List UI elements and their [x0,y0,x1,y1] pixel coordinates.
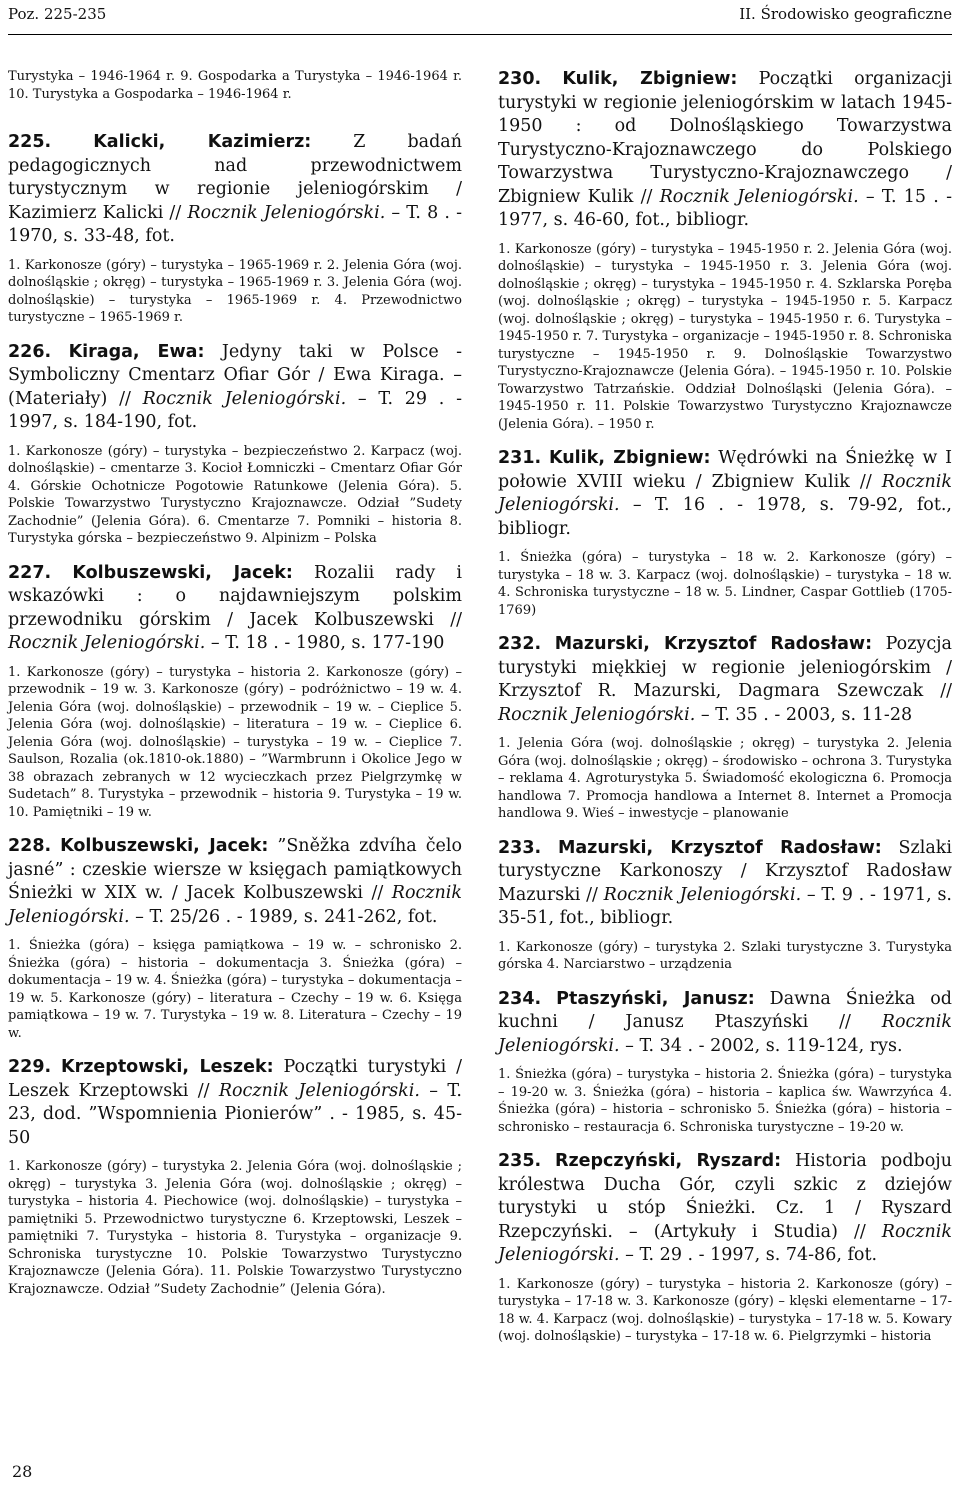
entry-number: 226. [8,341,52,362]
bibliography-entry [498,988,952,1137]
entry-author: Rzepczyński, Ryszard: [555,1151,782,1171]
entry-citation [498,988,952,1059]
entry-number: 229. [8,1057,52,1077]
entry-title: Pozycja turystyki miękkiej w regionie jeleniogórskim / Krzysztof R. Mazurski, Dagmara Szewczak // [498,634,952,701]
entry-citation [8,1056,462,1150]
entry-subject-tags: 1. Śnieżka (góra) – turystyka – historia 2. Śnieżka (góra) – turystyka – 19-20 w. 3. Śnieżka (góra) – historia – kaplica św. Wawrzyńca 4. Śnieżka (góra) – historia – schronisko 5. Śnieżka (góra) – historia – schronisko – restauracja 6. Schroniska turystyczne – 19-20 w. [498,1067,952,1135]
entry-title: Rozalii rady i wskazówki : o najdawniejszym polskim przewodniku górskim / Jacek Kolbuszewski // [8,562,462,630]
entry-author: Kulik, Zbigniew: [562,69,738,89]
entry-author: Mazurski, Krzysztof Radosław: [557,837,882,858]
entry-subject-tags: 1. Karkonosze (góry) – turystyka – 1965-1969 r. 2. Jelenia Góra (woj. dolnośląskie ; okręg) – turystyka – 1965-1969 r. 3. Jelenia Góra (woj. dolnośląskie) – turystyka – 1965-1969 r. 4. Przewodnictwo turystyczne – 1965-1969 r. [8,257,462,325]
entry-number: 225. [8,132,52,152]
entry-author: Krzeptowski, Leszek: [61,1057,274,1077]
entry-number: 233. [498,837,542,858]
entry-number: 235. [498,1151,542,1171]
entry-details: – T. 34 . - 2002, s. 119-124, rys. [619,1035,903,1056]
entry-journal: Rocznik Jeleniogórski. [603,884,802,905]
page-number: 28 [12,1462,33,1481]
entry-number: 234. [498,988,542,1009]
header-divider [8,34,952,35]
entry-subject-tags: 1. Karkonosze (góry) – turystyka – historia 2. Karkonosze (góry) – przewodnik – 19 w. 3. Karkonosze (góry) – podróżnictwo – 19 w. 4. Jelenia Góra (woj. dolnośląskie) – przewodnik – 19 w. – Cieplice 5. Jelenia Góra (woj. dolnośląskie) – literatura – 19 w. – Cieplice 6. Jelenia Góra (woj. dolnośląskie) – turystyka – 19 w. – Cieplice 7. Saulson, Rozalia (ok.1810-ok.1880) – ”Warmbrunn i Okolice Jego w 38 obrazach zebranych w 12 wycieczkach przez Pielgrzymkę w Sudetach” 8. Turystyka – przewodnik – historia 9. Turystyka – 19 w. 10. Pamiętniki – 19 w. [8,664,462,820]
entry-details: – T. 25/26 . - 1989, s. 241-262, fot. [129,906,438,927]
entry-author: Kolbuszewski, Jacek: [72,562,293,583]
entry-journal: Rocznik Jeleniogórski. [498,1221,952,1265]
bibliography-entry [8,1056,462,1298]
entry-title: Wędrówki na Śnieżkę w I połowie XVIII wieku / Zbigniew Kulik // [498,448,952,492]
entry-number: 227. [8,562,52,583]
entry-citation [498,68,952,233]
entry-journal: Rocznik Jeleniogórski. [8,633,206,653]
entry-subject-tags: 1. Karkonosze (góry) – turystyka 2. Szlaki turystyczne 3. Turystyka górska 4. Narciarstwo – urządzenia [498,939,952,972]
entry-number: 231. [498,448,542,468]
entry-title: Z badań pedagogicznych nad przewodnictwem turystycznym w regionie jeleniogórskim / Kazimierz Kalicki // [8,132,462,223]
entry-citation [8,341,462,435]
entry-author: Kalicki, Kazimierz: [93,132,312,152]
entry-journal: Rocznik Jeleniogórski. [142,388,347,409]
entry-number: 228. [8,836,52,856]
entry-title: ”Sněžka zdvíha čelo jasné” : czeskie wiersze w księgach pamiątkowych Śnieżki w XIX w. / Jacek Kolbuszewski // [8,836,462,903]
entry-citation [498,633,952,727]
entry-title: Historia podboju królestwa Ducha Gór, czyli szkic z dziejów turystyki u stóp Śnieżki. Cz. 1 / Ryszard Rzepczyński. – (Artykuły i Studia) // [498,1151,952,1242]
entry-author: Kiraga, Ewa: [68,341,205,362]
header-section-title: II. Środowisko geograficzne [739,5,952,23]
entry-subject-tags: 1. Karkonosze (góry) – turystyka – historia 2. Karkonosze (góry) – turystyka – 17-18 w. 3. Karkonosze (góry) – klęski elementarne – 17-18 w. 4. Karpacz (woj. dolnośląskie) – turystyka – 17-18 w. 5. Kowary (woj. dolnośląskie) – turystyka – 17-18 w. 6. Pielgrzymki – historia [498,1276,952,1344]
bibliography-entry [8,562,462,822]
entry-author: Kulik, Zbigniew: [548,448,711,468]
entry-author: Kolbuszewski, Jacek: [60,836,269,856]
right-column [498,68,952,1360]
entry-title: Początki turystyki / Leszek Krzeptowski // [8,1057,462,1101]
entry-details: – T. 29 . - 1997, s. 184-190, fot. [8,388,462,432]
entry-title: Jedyny taki w Polsce - Symboliczny Cmentarz Ofiar Gór / Ewa Kiraga. – (Materiały) // [8,341,462,409]
entry-journal: Rocznik Jeleniogórski. [187,202,386,223]
bibliography-entry [8,835,462,1042]
entry-details: – T. 18 . - 1980, s. 177-190 [205,633,445,653]
page-header [8,0,952,30]
bibliography-entry [498,447,952,619]
entry-details: – T. 15 . - 1977, s. 46-60, fot., bibliogr. [498,186,952,230]
entry-subject-tags: 1. Jelenia Góra (woj. dolnośląskie ; okręg) – turystyka 2. Jelenia Góra (woj. dolnośląskie ; okręg) – środowisko – ochrona 3. Turystyka – reklama 4. Agroturystyka 5. Świadomość ekologiczna 6. Promocja handlowa 7. Promocja handlowa a Internet 8. Internet a Promocja handlowa 9. Wieś – inwestycje – planowanie [498,736,952,821]
entry-number: 232. [498,634,542,654]
entry-citation [8,835,462,929]
entry-details: – T. 16 . - 1978, s. 79-92, fot., bibliogr. [498,495,952,539]
entry-journal: Rocznik Jeleniogórski. [498,704,696,725]
bibliography-entry [8,341,462,548]
entry-journal: Rocznik Jeleniogórski. [498,471,952,515]
entry-citation [8,131,462,249]
entry-title: Dawna Śnieżka od kuchni / Janusz Ptaszyński // [498,988,952,1032]
bibliography-entry [498,633,952,823]
entry-author: Ptaszyński, Janusz: [556,988,755,1009]
bibliography-entry [498,68,952,433]
entry-journal: Rocznik Jeleniogórski. [498,1012,952,1056]
entry-subject-tags: 1. Karkonosze (góry) – turystyka – bezpieczeństwo 2. Karpacz (woj. dolnośląskie) – cmentarze 3. Kocioł Łomniczki – Cmentarz Ofiar Gór 4. Górskie Ochotnicze Pogotowie Ratunkowe (Jelenia Góra). 5. Polskie Towarzystwo Turystyczno Krajoznawcze. Odział ”Sudety Zachodnie” (Jelenia Góra). 6. Cmentarze 7. Pomniki – historia 8. Turystyka górska – bezpieczeństwo 9. Alpinizm – Polska [8,443,462,546]
right-entries-list [498,68,952,1346]
entry-details: – T. 23, dod. ”Wspomnienia Pionierów” . - 1985, s. 45-50 [8,1080,462,1148]
entry-citation [8,562,462,656]
bibliography-entry [498,1150,952,1346]
entry-citation [498,1150,952,1268]
entry-details: – T. 29 . - 1997, s. 74-86, fot. [619,1245,878,1265]
continued-tags: Turystyka – 1946-1964 r. 9. Gospodarka a Turystyka – 1946-1964 r. 10. Turystyka a Gospodarka – 1946-1964 r. [8,69,462,102]
entry-details: – T. 8 . - 1970, s. 33-48, fot. [8,202,462,246]
left-entries-list [8,131,462,1298]
entry-journal: Rocznik Jeleniogórski. [659,186,859,207]
header-position-range: Poz. 225-235 [8,5,107,23]
bibliography-entry [8,131,462,327]
entry-subject-tags: 1. Śnieżka (góra) – księga pamiątkowa – 19 w. – schronisko 2. Śnieżka (góra) – historia – dokumentacja 3. Śnieżka (góra) – dokumentacja – 19 w. 4. Śnieżka (góra) – turystyka – dokumentacja – 19 w. 5. Karkonosze (góry) – literatura – Czechy – 19 w. 6. Księga pamiątkowa – 19 w. 7. Turystyka – 19 w. 8. Literatura – Czechy – 19 w. [8,938,462,1041]
entry-author: Mazurski, Krzysztof Radosław: [554,634,873,654]
entry-subject-tags: 1. Karkonosze (góry) – turystyka – 1945-1950 r. 2. Jelenia Góra (woj. dolnośląskie) – turystyka – 1945-1950 r. 3. Jelenia Góra (woj. dolnośląskie ; okręg) – turystyka – 1945-1950 r. 4. Szklarska Poręba (woj. dolnośląskie ; okręg) – turystyka – 1945-1950 r. 5. Karpacz (woj. dolnośląskie ; okręg) – turystyka – 1945-1950 r. 6. Turystyka – 1945-1950 r. 7. Turystyka – organizacje – 1945-1950 r. 8. Schroniska turystyczne – 1945-1950 r. 9. Dolnośląskie Towarzystwo Turystyczno-Krajoznawcze (Jelenia Góra). – 1945-1950 r. 10. Polskie Towarzystwo Tatrzańskie. Oddział Dolnośląski (Jelenia Góra). – 1945-1950 r. 11. Polskie Towarzystwo Turystyczno Krajoznawcze (Jelenia Góra). – 1950 r. [498,241,952,432]
left-column [8,68,462,1312]
entry-details: – T. 9 . - 1971, s. 35-51, fot., bibliogr. [498,884,952,928]
entry-subject-tags: 1. Śnieżka (góra) – turystyka – 18 w. 2. Karkonosze (góry) – turystyka – 18 w. 3. Karpacz (woj. dolnośląskie) – turystyka – 18 w. 4. Schroniska turystyczne – 18 w. 5. Lindner, Caspar Gottlieb (1705-1769) [498,550,952,618]
bibliography-entry [498,837,952,974]
entry-citation [498,837,952,931]
entry-journal: Rocznik Jeleniogórski. [218,1080,420,1101]
entry-citation [498,447,952,541]
entry-number: 230. [498,69,542,89]
entry-title: Szlaki turystyczne Karkonoszy / Krzysztof Radosław Mazurski // [498,837,952,905]
entry-subject-tags: 1. Karkonosze (góry) – turystyka 2. Jelenia Góra (woj. dolnośląskie ; okręg) – turystyka 3. Jelenia Góra (woj. dolnośląskie ; okręg) – turystyka – historia 4. Piechowice (woj. dolnośląskie) – turystyka – pamiętniki 5. Przewodnictwo turystyczne 6. Krzeptowski, Leszek – pamiętniki 7. Turystyka – historia 8. Turystyka – organizacje 9. Schroniska turystyczne 10. Polskie Towarzystwo Turystyczno Krajoznawcze (Jelenia Góra). 11. Polskie Towarzystwo Turystyczno Krajoznawcze. Odział ”Sudety Zachodnie” (Jelenia Góra). [8,1159,462,1297]
entry-title: Początki organizacji turystyki w regionie jeleniogórskim w latach 1945-1950 : od Dolnośląskiego Towarzystwa Turystyczno-Krajoznawczego do Polskiego Towarzystwa Turystyczno-Krajoznawczego / Zbigniew Kulik // [498,69,952,207]
entry-journal: Rocznik Jeleniogórski. [8,883,462,927]
entry-details: – T. 35 . - 2003, s. 11-28 [695,704,913,725]
